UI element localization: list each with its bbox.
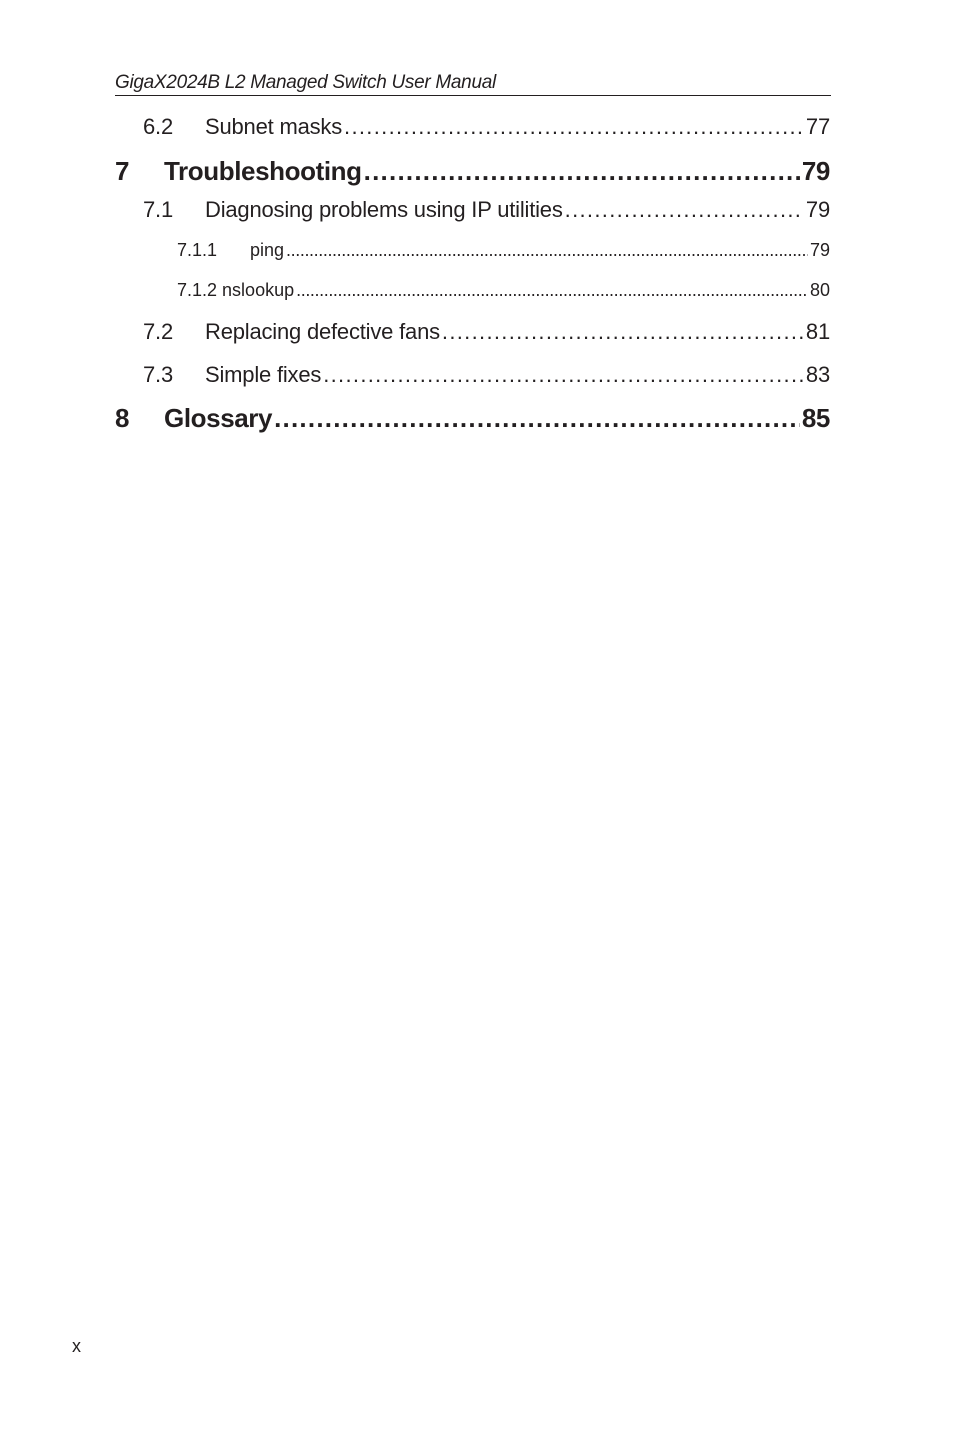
toc-section-title: Subnet masks <box>205 114 343 139</box>
toc-entry-diagnosing-problems[interactable] <box>143 197 830 223</box>
toc-subsection-number: 7.1.1 <box>177 240 218 260</box>
toc-subsection-title: nslookup <box>222 280 295 300</box>
toc-page-number: 83 <box>805 362 830 387</box>
toc-section-title: Replacing defective fans <box>205 319 440 344</box>
toc-dot-leader <box>442 319 804 345</box>
toc-section-title: Diagnosing problems using IP utilities <box>205 197 563 222</box>
toc-entry-nslookup[interactable] <box>177 280 830 301</box>
toc-section-number: 7.3 <box>143 362 173 387</box>
toc-page-number: 79 <box>805 197 830 222</box>
toc-entry-ping[interactable] <box>177 240 830 261</box>
toc-dot-leader <box>296 280 808 301</box>
toc-dot-leader <box>565 197 804 223</box>
manual-title: GigaX2024B L2 Managed Switch User Manual <box>115 72 496 93</box>
toc-dot-leader <box>323 362 804 388</box>
page-number: x <box>72 1336 81 1356</box>
toc-chapter-title: Troubleshooting <box>164 156 362 186</box>
toc-page-number: 85 <box>801 403 830 433</box>
toc-page-number: 77 <box>805 114 830 139</box>
toc-entry-simple-fixes[interactable] <box>143 362 830 388</box>
toc-entry-glossary[interactable] <box>115 403 830 434</box>
toc-section-number: 7.2 <box>143 319 173 344</box>
toc-page-number: 81 <box>805 319 830 344</box>
toc-dot-leader <box>344 114 804 140</box>
toc-entry-troubleshooting[interactable] <box>115 156 830 187</box>
toc-section-number: 6.2 <box>143 114 173 139</box>
toc-dot-leader <box>364 156 800 187</box>
running-header <box>115 72 831 96</box>
toc-chapter-title: Glossary <box>164 403 273 433</box>
toc-page-number: 79 <box>801 156 830 186</box>
toc-entry-subnet-masks[interactable] <box>143 114 830 140</box>
toc-subsection-number: 7.1.2 <box>177 280 218 300</box>
toc-dot-leader <box>286 240 808 261</box>
toc-chapter-number: 8 <box>115 403 130 433</box>
toc-page-number: 79 <box>809 240 830 260</box>
toc-dot-leader <box>274 403 800 434</box>
toc-section-title: Simple fixes <box>205 362 322 387</box>
toc-chapter-number: 7 <box>115 156 130 186</box>
toc-section-number: 7.1 <box>143 197 173 222</box>
toc-entry-replacing-fans[interactable] <box>143 319 830 345</box>
toc-page-number: 80 <box>809 280 830 300</box>
toc-subsection-title: ping <box>250 240 285 260</box>
